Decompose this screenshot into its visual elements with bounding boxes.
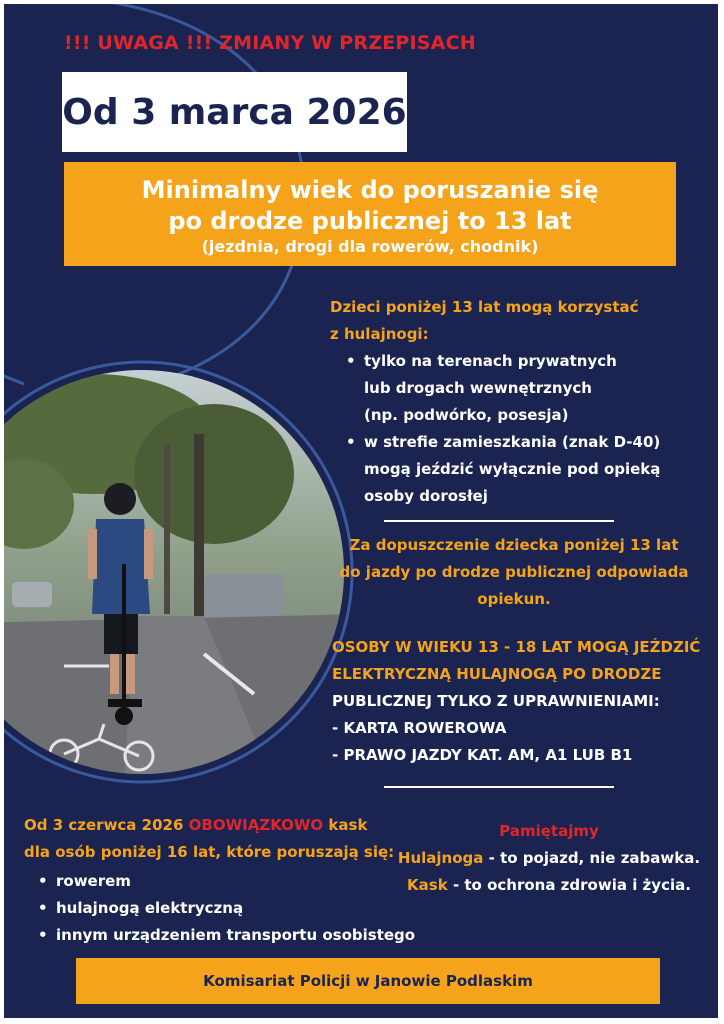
footer-label: Komisariat Policji w Janowie Podlaskim — [203, 972, 533, 990]
helmet-rule-line-2: dla osób poniżej 16 lat, które poruszają się: — [24, 843, 395, 861]
teen-rule-item-1: - KARTA ROWEROWA — [332, 719, 507, 737]
bullet-2-line-2: mogą jeździć wyłącznie pod opieką — [364, 460, 661, 478]
headline-line-1: Minimalny wiek do poruszanie się — [141, 176, 599, 204]
headline-box — [64, 162, 676, 266]
children-rule-intro-2: z hulajnogi: — [330, 325, 429, 343]
helmet-rule-line-1 — [24, 812, 424, 839]
bullet-1-line-2: lub drogach wewnętrznych — [364, 379, 592, 397]
list-item — [344, 348, 710, 429]
teen-rule-line-2: ELEKTRYCZNĄ HULAJNOGĄ PO DRODZE — [332, 665, 662, 683]
remember-line-1 — [384, 845, 714, 872]
poster — [4, 4, 718, 1018]
guardian-note — [324, 532, 704, 613]
list-item: • rowerem — [36, 868, 424, 895]
remember-key-2: Kask — [407, 876, 448, 894]
effective-date-title: Od 3 marca 2026 — [62, 91, 407, 133]
list-item: • innym urządzeniem transportu osobistego — [36, 922, 424, 949]
guardian-note-line-1: Za dopuszczenie dziecka poniżej 13 lat — [349, 536, 679, 554]
remember-rest-2: - to ochrona zdrowia i życia. — [452, 876, 691, 894]
guardian-note-line-2: do jazdy po drodze publicznej odpowiada — [339, 563, 689, 581]
guardian-note-line-3: opiekun. — [477, 590, 551, 608]
teen-rule — [332, 634, 712, 769]
headline-line-2: po drodze publicznej to 13 lat — [168, 207, 572, 235]
bullet-2-line-1: • w strefie zamieszkania (znak D-40) — [364, 433, 661, 451]
teen-rule-line-3: PUBLICZNEJ TYLKO Z UPRAWNIENIAMI: — [332, 692, 660, 710]
effective-date-box — [62, 72, 407, 152]
divider — [384, 520, 614, 522]
children-rule — [330, 294, 710, 510]
remember-line-2 — [384, 872, 714, 899]
helmet-rule — [24, 812, 424, 949]
helmet-rule-prefix: Od 3 czerwca 2026 — [24, 816, 184, 834]
bullet-1-line-3: (np. podwórko, posesja) — [364, 406, 569, 424]
footer-box — [76, 958, 660, 1004]
list-item: • hulajnogą elektryczną — [36, 895, 424, 922]
children-rule-list — [344, 348, 710, 510]
remember-title: Pamiętajmy — [499, 822, 599, 840]
divider — [384, 786, 614, 788]
remember-key-1: Hulajnoga — [397, 849, 484, 867]
child-scooter-photo — [4, 364, 364, 784]
remember-rest-1: - to pojazd, nie zabawka. — [488, 849, 701, 867]
list-item — [344, 429, 710, 510]
helmet-rule-list — [36, 868, 424, 949]
remember-box — [384, 818, 714, 899]
bullet-2-line-3: osoby dorosłej — [364, 487, 488, 505]
teen-rule-line-1: OSOBY W WIEKU 13 - 18 LAT MOGĄ JEŹDZIĆ — [332, 638, 701, 656]
helmet-rule-suffix: kask — [328, 816, 368, 834]
teen-rule-item-2: - PRAWO JAZDY KAT. AM, A1 LUB B1 — [332, 746, 633, 764]
children-rule-intro-1: Dzieci poniżej 13 lat mogą korzystać — [330, 298, 639, 316]
bullet-1-line-1: • tylko na terenach prywatnych — [364, 352, 617, 370]
headline-line-3: (jezdnia, drogi dla rowerów, chodnik) — [201, 237, 539, 256]
helmet-rule-emphasis: OBOWIĄZKOWO — [188, 816, 324, 834]
warning-banner: !!! UWAGA !!! ZMIANY W PRZEPISACH — [64, 32, 476, 54]
